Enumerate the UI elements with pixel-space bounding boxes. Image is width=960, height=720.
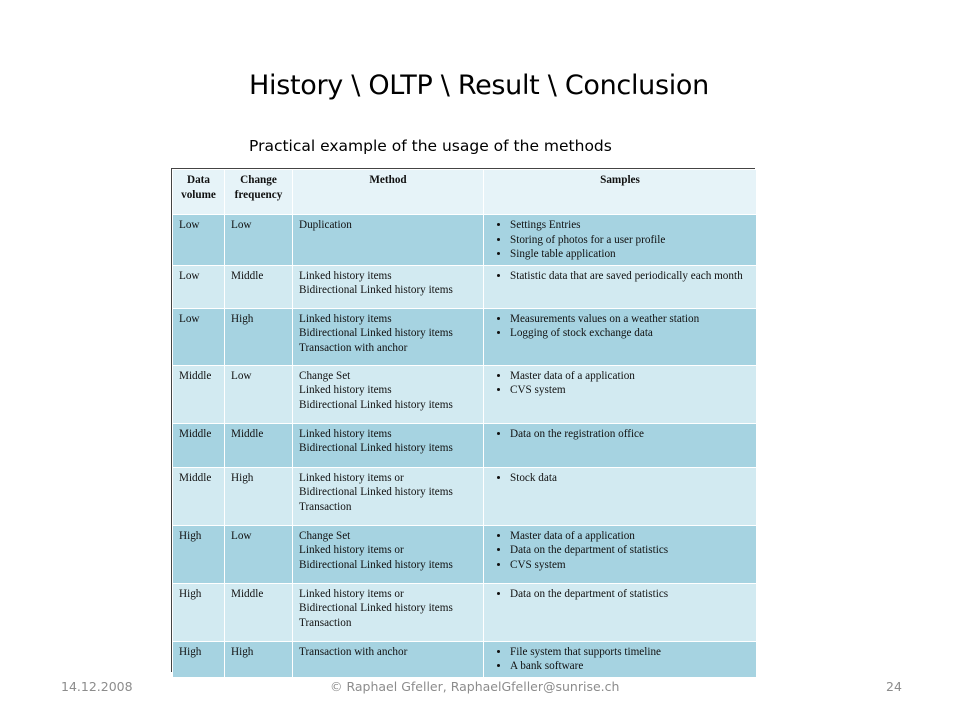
cell-method <box>293 583 484 641</box>
sample-item: • Logging of stock exchange data <box>510 326 750 341</box>
cell-samples <box>484 308 757 365</box>
method-line: Duplication <box>299 219 352 231</box>
cell-samples <box>484 365 757 423</box>
sample-item: • Storing of photos for a user profile <box>510 233 750 248</box>
cell-method <box>293 265 484 308</box>
method-line: Transaction with anchor <box>299 645 408 658</box>
method-line: Bidirectional Linked history items <box>299 284 453 296</box>
sample-item: • Statistic data that are saved periodically each month <box>510 269 750 284</box>
method-line: Linked history items <box>299 312 392 325</box>
cell-data-volume: High <box>173 525 225 583</box>
cell-change-frequency: Low <box>225 365 293 423</box>
sample-item: • CVS system <box>510 383 750 398</box>
samples-list <box>490 369 750 398</box>
method-line: Linked history items or <box>299 587 404 600</box>
header-method: Method <box>293 170 484 215</box>
sample-item: • A bank software <box>510 659 750 674</box>
cell-method <box>293 423 484 467</box>
table-row <box>173 583 757 641</box>
cell-change-frequency: High <box>225 467 293 525</box>
method-line: Change Set <box>299 369 351 382</box>
method-line: Transaction with anchor <box>299 341 408 354</box>
footer-page-number: 24 <box>886 679 902 694</box>
cell-data-volume: High <box>173 641 225 677</box>
method-line: Linked history items or <box>299 471 404 484</box>
cell-data-volume: Middle <box>173 467 225 525</box>
method-line: Bidirectional Linked history items <box>299 327 453 339</box>
table-row <box>173 467 757 525</box>
cell-change-frequency: Middle <box>225 423 293 467</box>
table-body <box>173 215 757 678</box>
samples-list <box>490 645 750 674</box>
cell-data-volume: Low <box>173 265 225 308</box>
method-line: Bidirectional Linked history items <box>299 398 453 411</box>
sample-item: • File system that supports timeline <box>510 645 750 660</box>
cell-change-frequency: High <box>225 641 293 677</box>
cell-method <box>293 525 484 583</box>
cell-data-volume: Low <box>173 215 225 266</box>
table-row <box>173 215 757 266</box>
footer-date: 14.12.2008 <box>61 679 133 694</box>
cell-data-volume: High <box>173 583 225 641</box>
sample-item: • Measurements values on a weather station <box>510 312 750 327</box>
footer-copyright: © Raphael Gfeller, RaphaelGfeller@sunrise.ch <box>330 679 620 694</box>
sample-item: • Stock data <box>510 471 750 486</box>
cell-samples <box>484 215 757 266</box>
cell-method <box>293 308 484 365</box>
cell-change-frequency: Low <box>225 215 293 266</box>
sample-item: • Master data of a application <box>510 369 750 384</box>
table-row <box>173 265 757 308</box>
method-line: Bidirectional Linked history items <box>299 442 453 454</box>
cell-change-frequency: High <box>225 308 293 365</box>
cell-samples <box>484 423 757 467</box>
cell-samples <box>484 467 757 525</box>
cell-samples <box>484 525 757 583</box>
methods-table <box>171 168 755 672</box>
cell-method <box>293 467 484 525</box>
cell-data-volume: Middle <box>173 365 225 423</box>
method-line: Transaction <box>299 500 352 513</box>
header-data-volume: Data volume <box>173 170 225 215</box>
samples-list <box>490 471 750 486</box>
method-line: Linked history items or <box>299 544 404 556</box>
cell-change-frequency: Middle <box>225 583 293 641</box>
samples-list <box>490 218 750 262</box>
method-line: Linked history items <box>299 384 392 396</box>
cell-samples <box>484 583 757 641</box>
cell-samples <box>484 265 757 308</box>
samples-list <box>490 529 750 573</box>
samples-list <box>490 587 750 602</box>
methods-table-grid <box>172 169 757 678</box>
cell-data-volume: Middle <box>173 423 225 467</box>
method-line: Transaction <box>299 616 352 629</box>
cell-change-frequency: Middle <box>225 265 293 308</box>
method-line: Bidirectional Linked history items <box>299 602 453 614</box>
cell-method <box>293 641 484 677</box>
sample-item: • Data on the department of statistics <box>510 543 750 558</box>
cell-samples <box>484 641 757 677</box>
samples-list <box>490 427 750 442</box>
sample-item: • Settings Entries <box>510 218 750 233</box>
method-line: Bidirectional Linked history items <box>299 558 453 571</box>
method-line: Linked history items <box>299 427 392 440</box>
method-line: Bidirectional Linked history items <box>299 486 453 498</box>
header-change-frequency: Change frequency <box>225 170 293 215</box>
cell-change-frequency: Low <box>225 525 293 583</box>
slide-title: History \ OLTP \ Result \ Conclusion <box>249 70 709 101</box>
samples-list <box>490 269 750 284</box>
table-row <box>173 525 757 583</box>
table-row <box>173 641 757 677</box>
sample-item: • CVS system <box>510 558 750 573</box>
table-row <box>173 423 757 467</box>
cell-method <box>293 215 484 266</box>
cell-data-volume: Low <box>173 308 225 365</box>
samples-list <box>490 312 750 341</box>
method-line: Linked history items <box>299 269 392 282</box>
sample-item: • Data on the registration office <box>510 427 750 442</box>
cell-method <box>293 365 484 423</box>
sample-item: • Data on the department of statistics <box>510 587 750 602</box>
slide-subtitle: Practical example of the usage of the methods <box>249 137 612 155</box>
table-row <box>173 365 757 423</box>
method-line: Change Set <box>299 529 351 542</box>
sample-item: • Master data of a application <box>510 529 750 544</box>
sample-item: • Single table application <box>510 247 750 262</box>
table-header-row <box>173 170 757 215</box>
header-samples: Samples <box>484 170 757 215</box>
table-row <box>173 308 757 365</box>
